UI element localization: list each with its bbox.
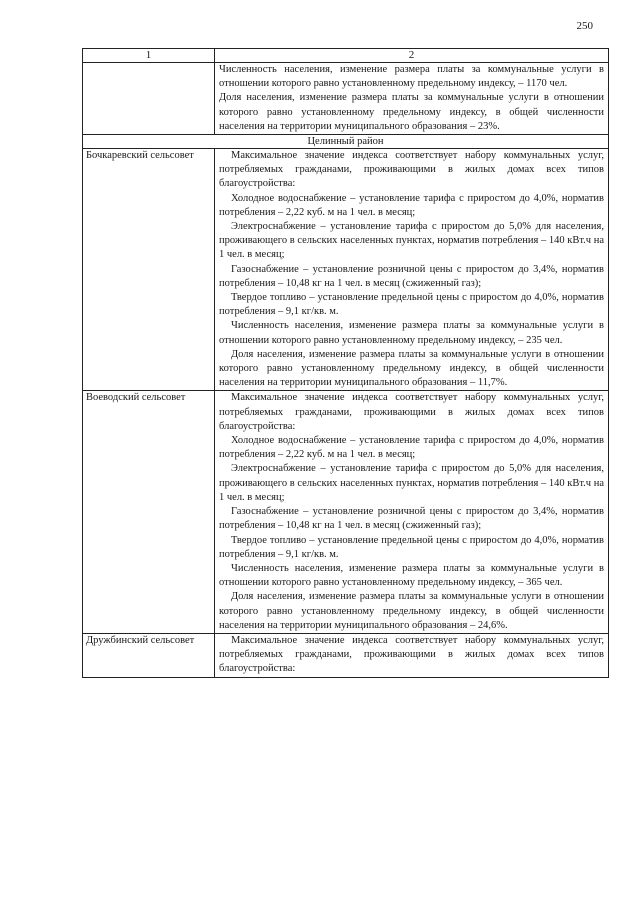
paragraph: Твердое топливо – установление предельной цены с приростом до 4,0%, норматив потребления – 9,1 кг/кв. м. bbox=[219, 292, 604, 318]
section-row bbox=[83, 135, 609, 149]
paragraph: Твердое топливо – установление предельной цены с приростом до 4,0%, норматив потребления – 9,1 кг/кв. м. bbox=[219, 534, 604, 560]
paragraph: Холодное водоснабжение – установление тарифа с приростом до 4,0%, норматив потребления – 2,22 куб. м на 1 чел. в месяц; bbox=[219, 435, 604, 461]
row-text-cell bbox=[215, 633, 609, 677]
index-table bbox=[82, 48, 609, 678]
settlement-name: Воеводский сельсовет bbox=[83, 391, 215, 633]
paragraph: Доля населения, изменение размера платы за коммунальные услуги в отношении которого равно установленному предельному индексу, в общей численности населения на территории муниципального образования – 23%. bbox=[219, 92, 604, 132]
section-title: Целинный район bbox=[83, 135, 609, 149]
row-name-cell bbox=[83, 63, 215, 135]
table-row bbox=[83, 633, 609, 677]
paragraph: Доля населения, изменение размера платы за коммунальные услуги в отношении которого равно установленному предельному индексу, в общей численности населения на территории муниципального образования – 11,7%. bbox=[219, 348, 604, 389]
header-col-2: 2 bbox=[215, 49, 609, 63]
row-text-cell bbox=[215, 391, 609, 633]
settlement-name: Бочкаревский сельсовет bbox=[83, 149, 215, 391]
paragraph: Газоснабжение – установление розничной цены с приростом до 3,4%, норматив потребления – 10,48 кг на 1 чел. в месяц (сжиженный газ); bbox=[219, 263, 604, 289]
continuation-row bbox=[83, 63, 609, 135]
paragraph: Газоснабжение – установление розничной цены с приростом до 3,4%, норматив потребления – 10,48 кг на 1 чел. в месяц (сжиженный газ); bbox=[219, 506, 604, 532]
paragraph: Численность населения, изменение размера платы за коммунальные услуги в отношении которого равно установленному предельному индексу, – 1170 чел. bbox=[219, 64, 604, 90]
header-col-1: 1 bbox=[83, 49, 215, 63]
paragraph: Численность населения, изменение размера платы за коммунальные услуги в отношении которого равно установленному предельному индексу, – 235 чел. bbox=[219, 320, 604, 346]
paragraph: Электроснабжение – установление тарифа с приростом до 5,0% для населения, проживающего в сельских населенных пунктах, норматив потребления – 140 кВт.ч на 1 чел. в месяц; bbox=[219, 221, 604, 261]
paragraph: Максимальное значение индекса соответствует набору коммунальных услуг, потребляемых гражданами, проживающими в жилых домах всех типов благоустройства: bbox=[219, 392, 604, 432]
paragraph: Максимальное значение индекса соответствует набору коммунальных услуг, потребляемых гражданами, проживающими в жилых домах всех типов благоустройства: bbox=[219, 150, 604, 190]
settlement-name: Дружбинский сельсовет bbox=[83, 633, 215, 677]
paragraph: Холодное водоснабжение – установление тарифа с приростом до 4,0%, норматив потребления – 2,22 куб. м на 1 чел. в месяц; bbox=[219, 192, 604, 218]
paragraph: Электроснабжение – установление тарифа с приростом до 5,0% для населения, проживающего в сельских населенных пунктах, норматив потребления – 140 кВт.ч на 1 чел. в месяц; bbox=[219, 463, 604, 503]
paragraph: Доля населения, изменение размера платы за коммунальные услуги в отношении которого равно установленному предельному индексу, в общей численности населения на территории муниципального образования – 24,6%. bbox=[219, 591, 604, 631]
paragraph: Численность населения, изменение размера платы за коммунальные услуги в отношении которого равно установленному предельному индексу, – 365 чел. bbox=[219, 562, 604, 589]
row-text-cell bbox=[215, 63, 609, 135]
page-number: 250 bbox=[576, 20, 593, 32]
table-header-row bbox=[83, 49, 609, 63]
table-row bbox=[83, 391, 609, 633]
row-text-cell bbox=[215, 149, 609, 391]
table-row bbox=[83, 149, 609, 391]
paragraph: Максимальное значение индекса соответствует набору коммунальных услуг, потребляемых гражданами, проживающими в жилых домах всех типов благоустройства: bbox=[219, 634, 604, 675]
